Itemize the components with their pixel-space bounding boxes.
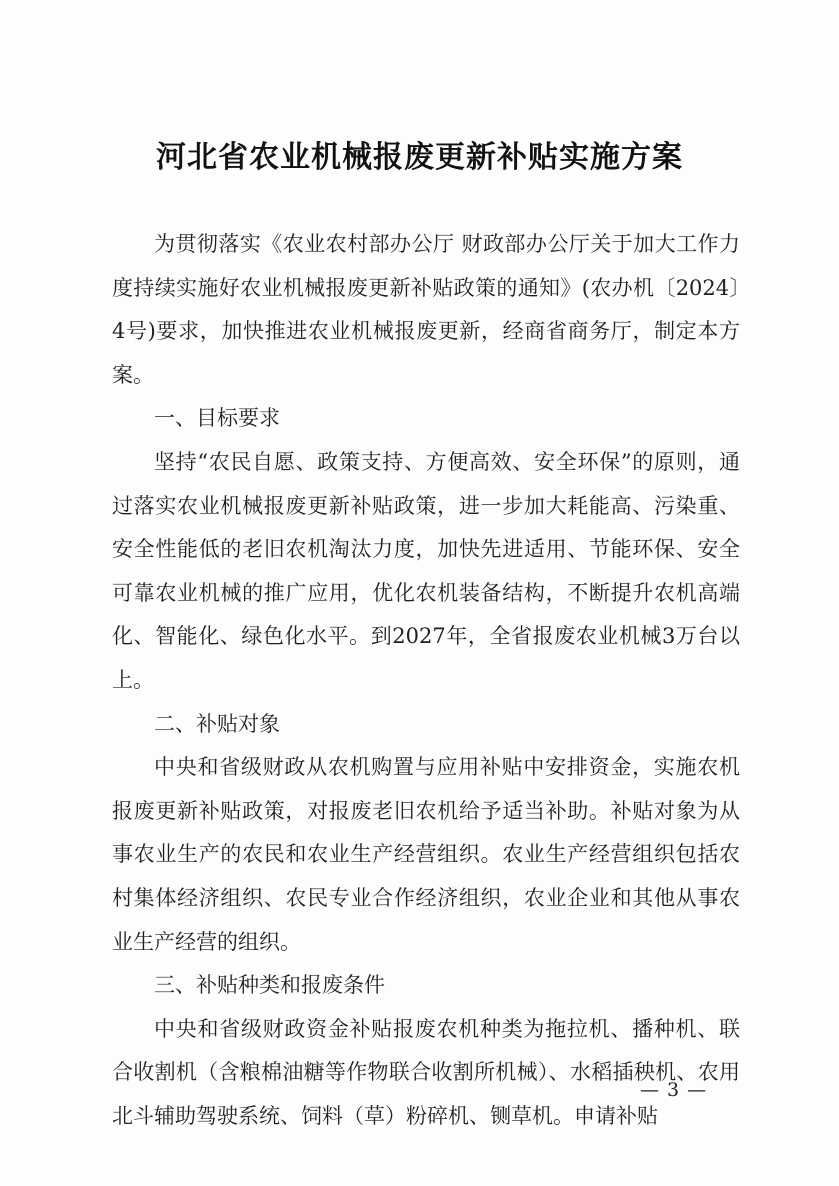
document-body (112, 223, 740, 1138)
page-number: — 3 — (640, 1079, 708, 1101)
section-text-subsidy-types: 中央和省级财政资金补贴报废农机种类为拖拉机、播种机、联合收割机（含粮棉油糖等作物联合收割所机械）、水稻插秧机、农用北斗辅助驾驶系统、饲料（草）粉碎机、铡草机。申请补贴 (112, 1016, 740, 1128)
document-title: 河北省农业机械报废更新补贴实施方案 (156, 140, 683, 175)
section-heading-subsidy-targets: 二、补贴对象 (154, 711, 280, 736)
section-text-subsidy-targets: 中央和省级财政从农机购置与应用补贴中安排资金，实施农机报废更新补贴政策，对报废老旧农机给予适当补助。补贴对象为从事农业生产的农民和农业生产经营组织。农业生产经营组织包括农村集体经济组织、农民专业合作经济组织，农业企业和其他从事农业生产经营的组织。 (112, 755, 740, 954)
section-heading-goals: 一、目标要求 (154, 406, 280, 431)
section-text-goals: 坚持“农民自愿、政策支持、方便高效、安全环保”的原则，通过落实农业机械报废更新补贴政策，进一步加大耗能高、污染重、安全性能低的老旧农机淘汰力度，加快先进适用、节能环保、安全可靠农业机械的推广应用，优化农机装备结构，不断提升农机高端化、智能化、绿色化水平。到2027年，全省报废农业机械3万台以上。 (112, 449, 740, 692)
intro-paragraph: 为贯彻落实《农业农村部办公厅 财政部办公厅关于加大工作力度持续实施好农业机械报废更新补贴政策的通知》(农办机〔2024〕4号)要求，加快推进农业机械报废更新，经商省商务厅，制定本方案。 (112, 232, 740, 387)
section-heading-subsidy-types: 三、补贴种类和报废条件 (154, 973, 385, 998)
